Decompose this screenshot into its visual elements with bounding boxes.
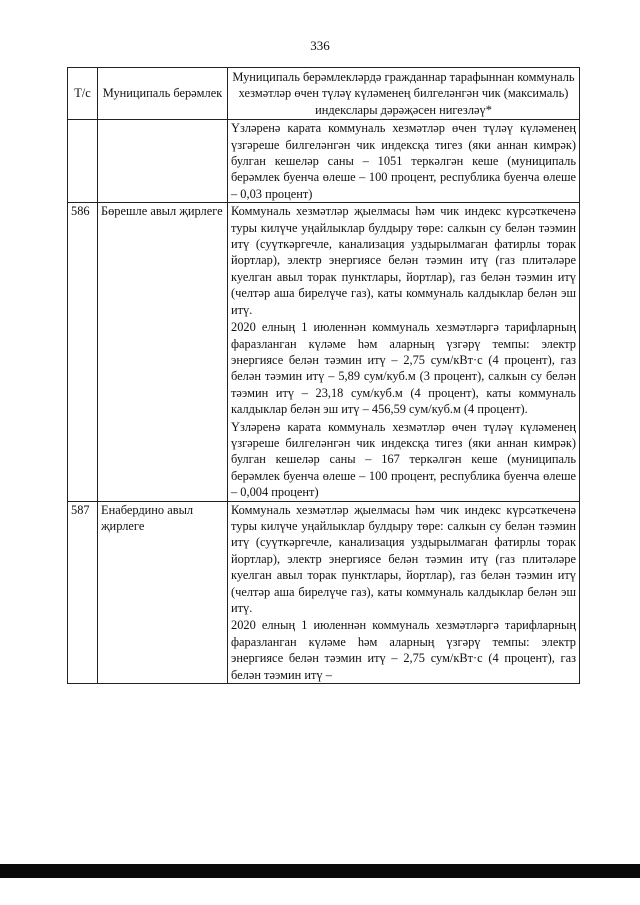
row-municipality: Бөрешле авыл җирлеге	[98, 203, 228, 501]
page-number: 336	[310, 38, 330, 53]
header-basis: Муниципаль берәмлекләрдә гражданнар тарафыннан коммуналь хезмәтләр өчен түләү күләменең билгеләнгән чик (максималь) индекслары дәрәҗәсен нигезләү*	[228, 68, 580, 120]
row-num	[68, 120, 98, 203]
row-basis	[228, 120, 580, 203]
basis-paragraph: Үзләренә карата коммуналь хезмәтләр өчен түләү күләменең үзгәреше билгеләнгән чик индексқа тигез (яки аннан кимрәк) булган кешеләр саны – 1051 теркәлгән кеше (муниципаль берәмлек буенча өлеше – 100 процент, республика буенча өлеше – 0,03 процент)	[231, 121, 576, 201]
row-municipality: Енабердино авыл җирлеге	[98, 501, 228, 683]
table-row	[68, 501, 580, 683]
row-num: 586	[68, 203, 98, 501]
table-row	[68, 203, 580, 501]
row-num: 587	[68, 501, 98, 683]
basis-paragraph: 2020 елның 1 июленнән коммуналь хезмәтләргә тарифларның фаразланган күләме һәм аларның үзгәрү темпы: электр энергиясе белән тәэмин итү – 2,75 сум/кВт·с (4 процент), газ белән тәэмин итү –	[231, 618, 576, 682]
row-municipality	[98, 120, 228, 203]
table-header-row	[68, 68, 580, 120]
row-basis	[228, 203, 580, 501]
header-municipality: Муниципаль берәмлек	[98, 68, 228, 120]
scan-bottom-bar	[0, 864, 640, 878]
basis-paragraph: 2020 елның 1 июленнән коммуналь хезмәтләргә тарифларның фаразланган күләме һәм аларның үзгәрү темпы: электр энергиясе белән тәэмин итү – 2,75 сум/кВт·с (4 процент), газ белән тәэмин итү – 5,89 сум/куб.м (3 процент), салкын су белән тәэмин итү – 23,18 сум/куб.м (4 процент), каты коммуналь калдыклар белән эш итү – 456,59 сум/куб.м (4 процент).	[231, 320, 576, 417]
basis-paragraph: Коммуналь хезмәтләр җыелмасы һәм чик индекс күрсәткеченә туры килүче уңайлыклар булдыру төре: салкын су белән тәэмин итү (суүткәргечле, канализация уздырылмаган фатирлы торак йортлар), электр энергиясе белән тәэмин итү (газ плитәләре куелган авыл торак пунктлары, йортлар), газ белән тәэмин итү (челтәр аша бирелүче газ), каты коммуналь калдыклар белән эш итү.	[231, 502, 576, 615]
row-basis	[228, 501, 580, 683]
basis-paragraph: Коммуналь хезмәтләр җыелмасы һәм чик индекс күрсәткеченә туры килүче уңайлыклар булдыру төре: салкын су белән тәэмин итү (суүткәргечле, канализация уздырылмаган фатирлы торак йортлар), электр энергиясе белән тәэмин итү (газ плитәләре куелган авыл торак пунктлары, йортлар), газ белән тәэмин итү (челтәр аша бирелүче газ), каты коммуналь калдыклар белән эш итү.	[231, 204, 576, 317]
municipal-index-table	[67, 67, 580, 684]
basis-paragraph: Үзләренә карата коммуналь хезмәтләр өчен түләү күләменең үзгәреше билгеләнгән чик индексқа тигез (яки аннан кимрәк) булган кешеләр саны – 167 теркәлгән кеше (муниципаль берәмлек буенча өлеше – 100 процент, республика буенча өлеше – 0,004 процент)	[231, 419, 576, 500]
header-num: Т/с	[68, 68, 98, 120]
table-row	[68, 120, 580, 203]
